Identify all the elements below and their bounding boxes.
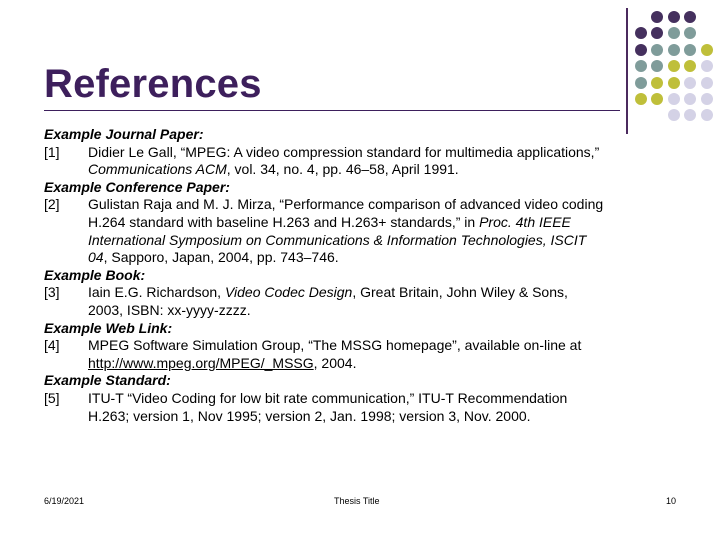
decorative-dot	[684, 109, 696, 121]
decorative-dot	[635, 27, 647, 39]
reference-venue: Proc. 4th IEEE	[479, 213, 571, 230]
decorative-dot	[668, 109, 680, 121]
reference-item	[44, 196, 684, 266]
reference-number: [4]	[44, 337, 60, 354]
decorative-dot	[668, 27, 680, 39]
reference-number: [3]	[44, 284, 60, 301]
decorative-dot	[635, 77, 647, 89]
reference-text	[88, 144, 684, 179]
reference-line: MPEG Software Simulation Group, “The MSSG homepage”, available on-line at	[88, 337, 582, 354]
reference-line: Gulistan Raja and M. J. Mirza, “Performance comparison of advanced video coding	[88, 196, 604, 213]
decorative-dot	[651, 60, 663, 72]
decorative-dot	[668, 93, 680, 105]
decorative-dot	[701, 77, 713, 89]
reference-item	[44, 144, 684, 179]
references-list	[44, 126, 684, 425]
reference-line: , vol. 34, no. 4, pp. 46–58, April 1991.	[226, 161, 459, 178]
decorative-dot	[684, 60, 696, 72]
decorative-dot	[668, 77, 680, 89]
slide-number: 10	[666, 496, 677, 506]
decorative-dot	[651, 77, 663, 89]
reference-venue: Communications ACM	[88, 161, 227, 178]
decorative-dot	[651, 11, 663, 23]
decorative-dot	[651, 93, 663, 105]
reference-text	[88, 284, 684, 319]
decorative-vertical-line	[626, 8, 628, 134]
reference-line: H.263; version 1, Nov 1995; version 2, Jan. 1998; version 3, Nov. 2000.	[88, 407, 531, 424]
reference-line: ITU-T “Video Coding for low bit rate communication,” ITU-T Recommendation	[88, 389, 568, 406]
reference-item	[44, 284, 684, 319]
decorative-dot	[635, 44, 647, 56]
section-heading-journal: Example Journal Paper:	[44, 126, 204, 142]
decorative-dot	[701, 44, 713, 56]
decorative-dot	[684, 27, 696, 39]
reference-text	[88, 337, 684, 372]
decorative-dot	[684, 11, 696, 23]
decorative-dot	[701, 60, 713, 72]
reference-item	[44, 337, 684, 372]
reference-number: [1]	[44, 143, 60, 160]
reference-number: [2]	[44, 196, 60, 213]
reference-line: , Great Britain, John Wiley & Sons,	[352, 284, 568, 301]
reference-line: Iain E.G. Richardson,	[88, 284, 225, 301]
decorative-dot	[668, 11, 680, 23]
reference-text	[88, 196, 684, 266]
decorative-dot	[635, 93, 647, 105]
reference-book-title: Video Codec Design	[224, 284, 353, 301]
decorative-dot	[668, 60, 680, 72]
reference-line: Didier Le Gall, “MPEG: A video compression standard for multimedia applications,”	[88, 143, 600, 160]
reference-line: , Sapporo, Japan, 2004, pp. 743–746.	[103, 249, 339, 266]
decorative-dot	[684, 93, 696, 105]
decorative-dot	[701, 93, 713, 105]
footer-title: Thesis Title	[334, 496, 380, 506]
decorative-dot	[701, 109, 713, 121]
reference-venue: International Symposium on Communications & Information Technologies, ISCIT	[88, 231, 587, 248]
reference-venue: 04	[88, 249, 104, 266]
decorative-dot	[635, 60, 647, 72]
section-heading-standard: Example Standard:	[44, 372, 171, 389]
decorative-dot	[684, 44, 696, 56]
title-divider	[44, 110, 620, 111]
reference-line: 2003, ISBN: xx-yyyy-zzzz.	[88, 301, 251, 318]
reference-line: , 2004.	[313, 354, 357, 371]
section-heading-web: Example Web Link:	[44, 319, 173, 336]
reference-text	[88, 390, 684, 425]
reference-item	[44, 390, 684, 425]
decorative-dot	[684, 77, 696, 89]
decorative-dot	[668, 44, 680, 56]
footer-date: 6/19/2021	[44, 496, 85, 506]
reference-line: H.264 standard with baseline H.263 and H.263+ standards,” in	[88, 213, 480, 230]
section-heading-book: Example Book:	[44, 266, 146, 283]
section-heading-conference: Example Conference Paper:	[44, 178, 230, 195]
slide-title: References	[44, 62, 262, 106]
decorative-dot	[651, 27, 663, 39]
decorative-dot	[651, 44, 663, 56]
reference-number: [5]	[44, 389, 60, 406]
reference-link[interactable]: http://www.mpeg.org/MPEG/_MSSG	[88, 354, 314, 371]
